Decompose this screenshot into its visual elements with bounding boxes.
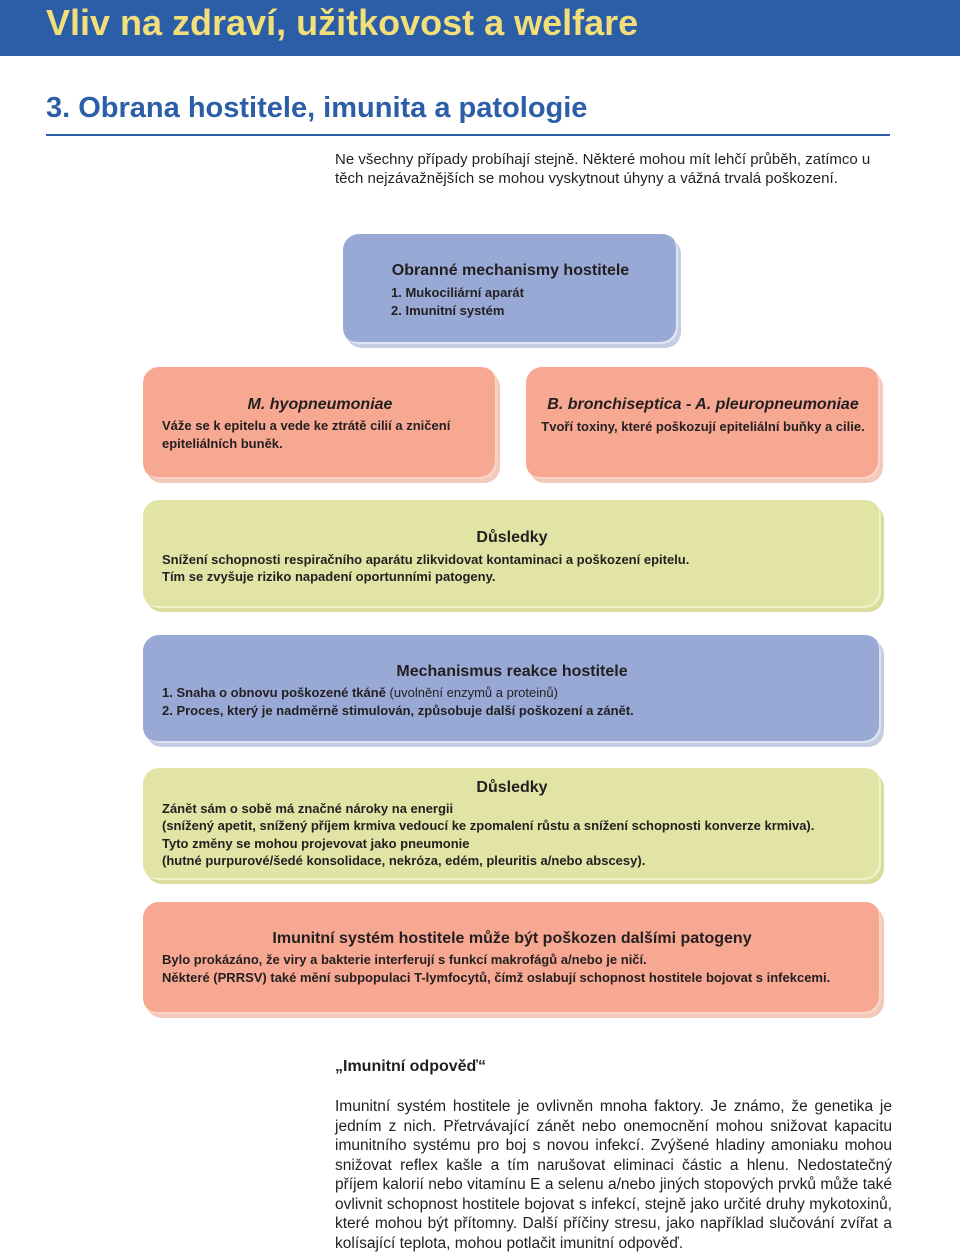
hyopneumoniae-box (143, 367, 497, 479)
consequences-1-title: Důsledky (476, 529, 548, 546)
consequences-2-line-3: Tyto změny se mohou projevovat jako pneumonie (162, 836, 470, 851)
consequences-2-line-4: (hutné purpurové/šedé konsolidace, nekróza, edém, pleuritis a/nebo abscesy). (162, 853, 646, 868)
section-divider (46, 134, 890, 136)
hyopneumoniae-text: Váže se k epitelu a vede ke ztrátě cilií a zničení epiteliálních buněk. (162, 418, 451, 451)
consequences-1-line-2: Tím se zvyšuje riziko napadení oportunními patogeny. (162, 569, 496, 584)
banner-title: Vliv na zdraví, užitkovost a welfare (46, 2, 639, 43)
consequences-2-line-1: Zánět sám o sobě má značné nároky na energii (162, 801, 454, 816)
immune-damage-line-2: Některé (PRRSV) také mění subpopulaci T-lymfocytů, čímž oslabují schopnost hostitele bojovat s infekcemi. (162, 970, 831, 985)
consequences-2-title: Důsledky (476, 779, 548, 796)
defense-mechanisms-box (343, 234, 678, 344)
intro-paragraph: Ne všechny případy probíhají stejně. Některé mohou mít lehčí průběh, zatímco u těch nejzávažnějších se mohou vyskytnout úhyny a vážná trvalá poškození. (335, 151, 871, 187)
defense-item-2: 2. Imunitní systém (391, 303, 505, 318)
consequences-2-line-2: (snížený apetit, snížený příjem krmiva vedoucí ke zpomalení růstu a snížení schopnosti konverze krmiva). (162, 818, 815, 833)
immune-damage-line-1: Bylo prokázáno, že viry a bakterie interferují s funkcí makrofágů a/nebo je ničí. (162, 952, 647, 967)
bronchiseptica-box (526, 367, 880, 479)
immune-damage-title: Imunitní systém hostitele může být poškozen dalšími patogeny (272, 930, 752, 947)
host-reaction-box (143, 635, 881, 743)
host-reaction-line-1-normal: (uvolnění enzymů a proteinů) (385, 685, 558, 700)
defense-item-1: 1. Mukociliární aparát (391, 285, 524, 300)
top-banner (0, 0, 960, 56)
immune-response-heading: „Imunitní odpověď“ (335, 1058, 487, 1075)
host-reaction-line-1-bold: 1. Snaha o obnovu poškozené tkáně (162, 685, 386, 700)
consequences-box-1 (143, 500, 881, 608)
section-title: 3. Obrana hostitele, imunita a patologie (46, 92, 588, 124)
consequences-box-2 (143, 768, 881, 880)
host-reaction-title: Mechanismus reakce hostitele (396, 663, 628, 680)
host-reaction-line-2: 2. Proces, který je nadměrně stimulován, způsobuje další poškození a zánět. (162, 703, 634, 718)
host-reaction-line-1 (162, 684, 558, 701)
hyopneumoniae-title: M. hyopneumoniae (247, 396, 393, 413)
bronchiseptica-title: B. bronchiseptica - A. pleuropneumoniae (547, 396, 859, 413)
consequences-1-line-1: Snížení schopnosti respiračního aparátu zlikvidovat kontaminaci a poškození epitelu. (162, 552, 690, 567)
defense-mechanisms-title: Obranné mechanismy hostitele (391, 262, 630, 279)
bronchiseptica-text: Tvoří toxiny, které poškozují epiteliální buňky a cilie. (541, 419, 865, 434)
immune-response-paragraph: Imunitní systém hostitele je ovlivněn mnoha faktory. Je známo, že genetika je jedním z nich. Přetrvávající zánět nebo onemocnění mohou snižovat kapacitu imunitního systému pro boj s novou infekcí. Zvýšené hladiny amoniaku mohou snižovat reflex kašle a tím narušovat eliminaci částic a hlenu. Nedostatečný příjem kalorií nebo vitamínu E a selenu a/nebo jiných stopových prvků může také ovlivnit schopnost hostitele bojovat s infekcí, stejně jako určité druhy mykotoxinů, které mohou být přítomny. Další příčiny stresu, jako například slučování zvířat a kolísající teplota, mohou potlačit imunitní odpověď. (335, 1098, 892, 1252)
immune-damage-box (143, 902, 881, 1014)
